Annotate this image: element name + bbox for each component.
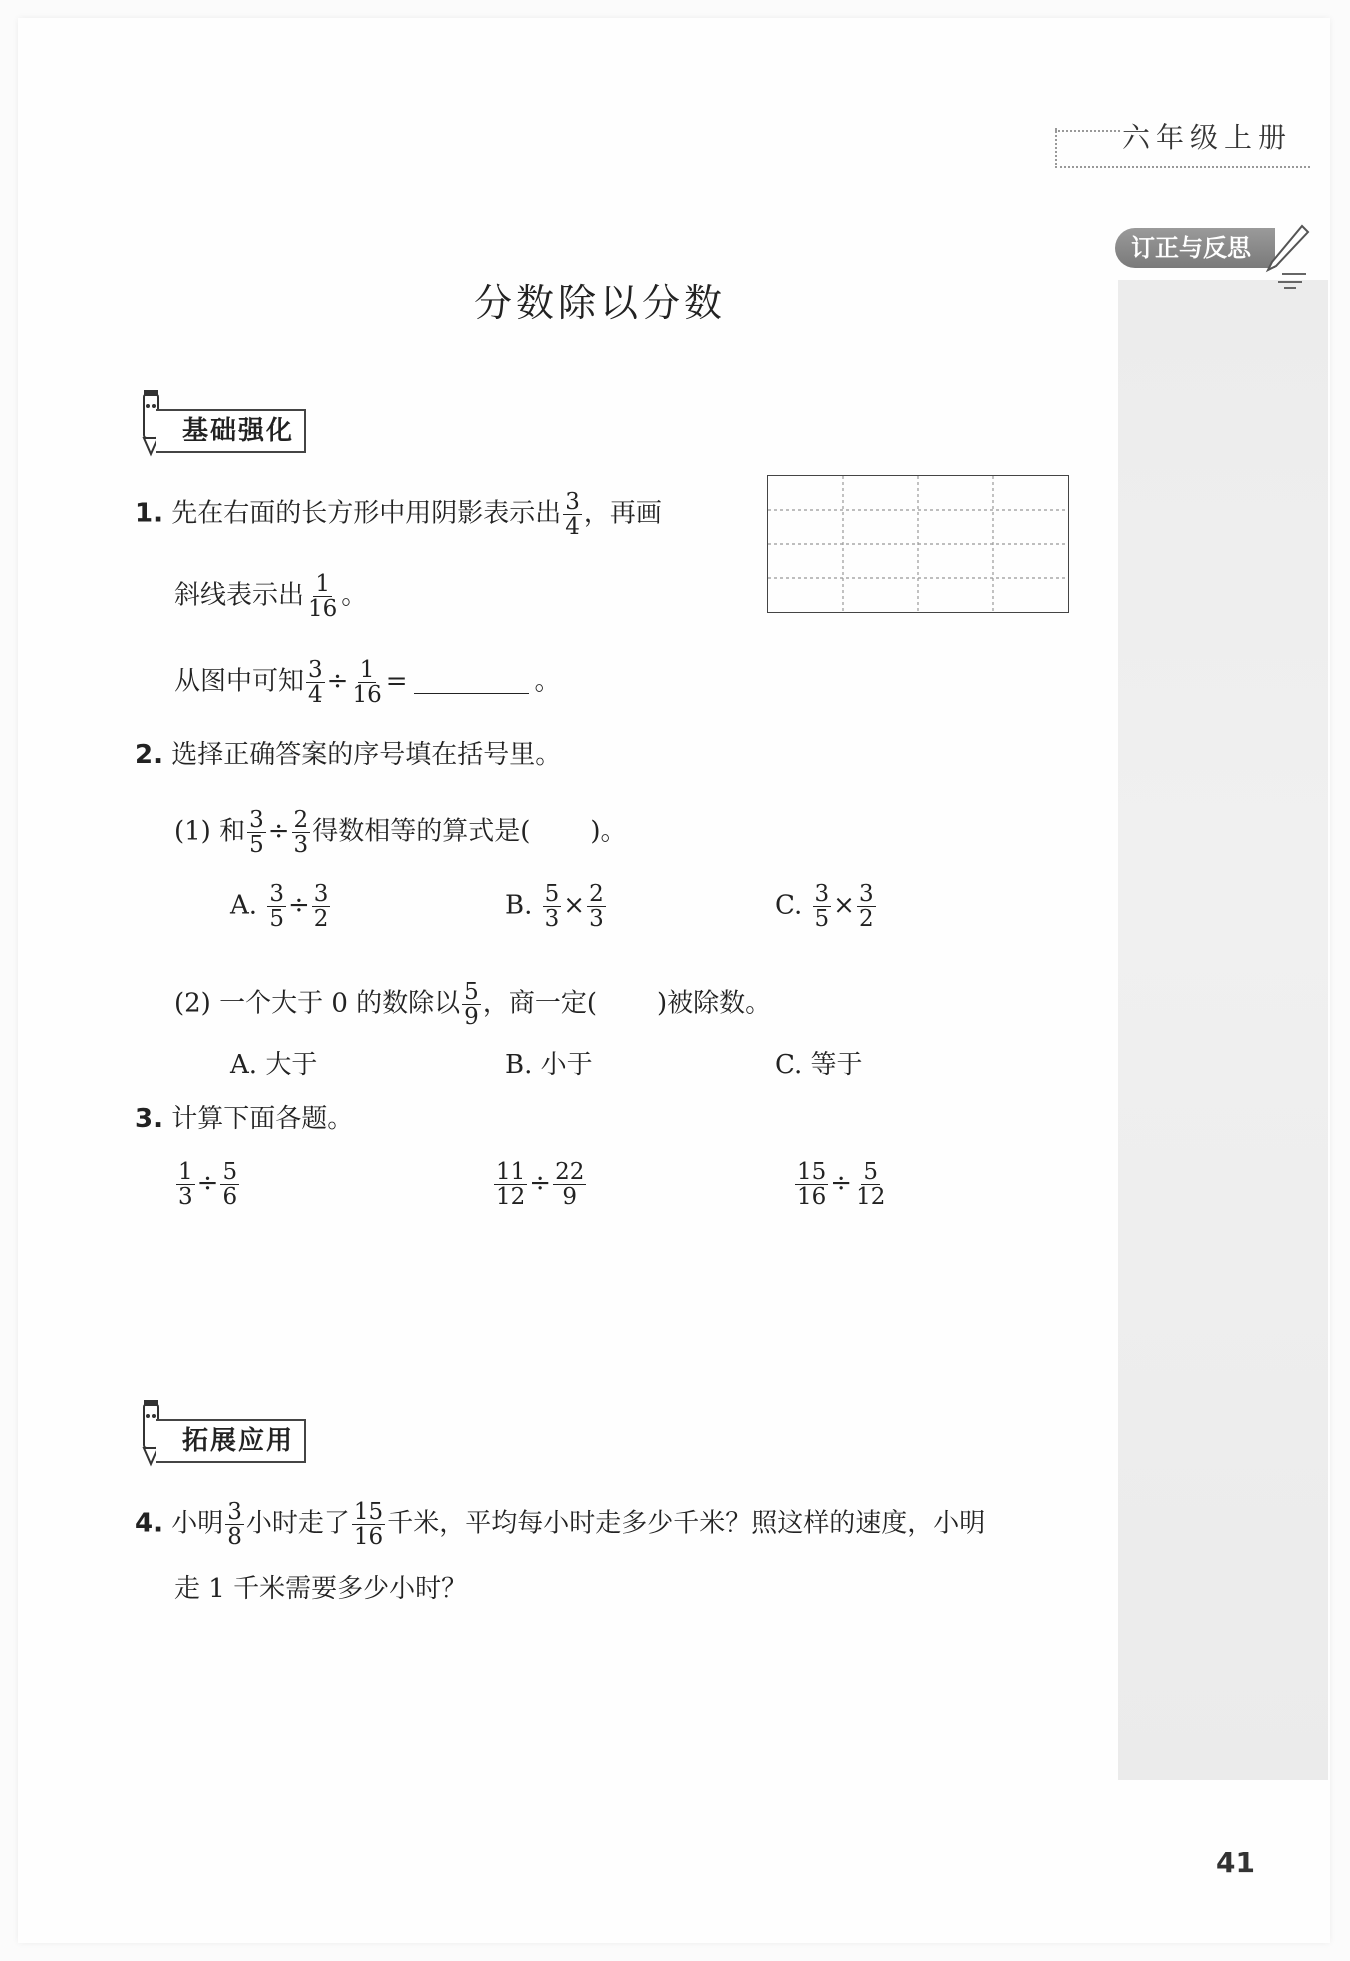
fraction <box>854 1160 887 1209</box>
denominator: 12 <box>856 1184 886 1211</box>
denominator: 2 <box>858 906 874 933</box>
numerator: 3 <box>313 881 329 907</box>
numerator: 5 <box>222 1159 238 1185</box>
fraction <box>543 882 562 931</box>
numerator: 3 <box>814 881 830 907</box>
option-letter: B. <box>505 890 533 921</box>
operator: ÷ <box>196 1168 219 1199</box>
question-text: 选择正确答案的序号填在括号里。 <box>171 740 562 770</box>
numerator: 11 <box>496 1159 526 1185</box>
calc-item-1 <box>174 1160 241 1209</box>
denominator: 5 <box>269 906 284 933</box>
question-text: ，再画 <box>583 498 662 529</box>
denominator: 16 <box>797 1184 827 1211</box>
question-text: 得数相等的算式是( <box>312 816 531 847</box>
option-c[interactable] <box>775 1052 863 1078</box>
calc-item-2 <box>492 1160 588 1209</box>
page-number: 41 <box>1216 1846 1255 1879</box>
fraction <box>225 1500 244 1549</box>
divide-sign: ÷ <box>326 666 349 697</box>
fraction <box>176 1160 195 1209</box>
grade-label: 六年级上册 <box>1122 121 1293 154</box>
fraction <box>247 808 266 857</box>
question-text: 斜线表示出 <box>174 580 305 611</box>
option-a[interactable] <box>230 882 332 931</box>
denominator: 9 <box>464 1004 479 1031</box>
shading-rectangle[interactable] <box>767 475 1069 613</box>
question-text: 。 <box>341 580 368 611</box>
denominator: 16 <box>353 1524 384 1551</box>
question-text: 计算下面各题。 <box>171 1104 354 1134</box>
numerator: 1 <box>359 657 375 683</box>
question-2-sub-1 <box>174 808 627 857</box>
numerator: 1 <box>315 571 330 597</box>
question-text: 小明 <box>171 1508 224 1539</box>
fraction <box>267 882 286 931</box>
option-b[interactable] <box>505 882 608 931</box>
sub-question-label: (2) 一个大于 0 的数除以 <box>174 988 461 1019</box>
option-c[interactable] <box>775 882 878 931</box>
question-number: 1. <box>135 498 163 529</box>
question-number: 3. <box>135 1104 163 1134</box>
denominator: 2 <box>313 906 329 933</box>
pen-icon <box>1262 222 1312 292</box>
question-4-line-1 <box>135 1500 985 1549</box>
question-text: 。 <box>534 666 561 697</box>
fraction <box>563 490 582 539</box>
question-text: ，商一定( <box>482 988 597 1019</box>
denominator: 4 <box>308 682 323 709</box>
fraction <box>306 572 339 621</box>
option-letter: A. <box>230 890 258 921</box>
operator: ÷ <box>830 1168 853 1199</box>
question-text: 小时走了 <box>245 1508 350 1539</box>
numerator: 3 <box>269 881 284 907</box>
question-3 <box>135 1106 353 1132</box>
section-basic: 基础强化 <box>156 409 306 453</box>
operator: × <box>563 890 586 921</box>
question-text: 从图中可知 <box>174 666 305 697</box>
option-letter: A. <box>230 1050 258 1080</box>
denominator: 5 <box>249 832 264 859</box>
page-title: 分数除以分数 <box>473 281 726 325</box>
denominator: 12 <box>496 1184 526 1211</box>
fraction <box>306 658 325 707</box>
operator: × <box>833 890 855 921</box>
numerator: 3 <box>308 657 323 683</box>
question-4-line-2 <box>174 1576 467 1602</box>
fraction <box>795 1160 828 1209</box>
question-1-line-1 <box>135 490 662 539</box>
numerator: 3 <box>858 881 874 907</box>
numerator: 1 <box>178 1159 193 1185</box>
calc-item-3 <box>793 1160 889 1209</box>
denominator: 3 <box>293 832 309 859</box>
option-b[interactable] <box>505 1052 593 1078</box>
denominator: 3 <box>544 906 560 933</box>
numerator: 3 <box>249 807 264 833</box>
option-text: 等于 <box>810 1050 863 1080</box>
numerator: 5 <box>863 1159 879 1185</box>
option-letter: C. <box>775 890 803 921</box>
question-text: 先在右面的长方形中用阴影表示出 <box>171 498 562 529</box>
question-text: )被除数。 <box>656 988 772 1019</box>
fraction <box>587 882 606 931</box>
denominator: 16 <box>308 596 338 623</box>
question-1-line-2 <box>174 572 367 621</box>
section-extend: 拓展应用 <box>156 1419 306 1463</box>
correction-panel <box>1118 280 1328 1780</box>
option-text: 大于 <box>265 1050 318 1080</box>
question-text: )。 <box>590 816 627 847</box>
question-number: 4. <box>135 1508 163 1539</box>
operator: ÷ <box>529 1168 552 1199</box>
numerator: 3 <box>227 1499 242 1525</box>
sub-question-label: (1) 和 <box>174 816 246 847</box>
numerator: 5 <box>544 881 560 907</box>
denominator: 5 <box>814 906 830 933</box>
option-a[interactable] <box>230 1052 317 1078</box>
question-2-sub-2 <box>174 980 771 1029</box>
fraction <box>494 1160 527 1209</box>
question-number: 2. <box>135 740 163 770</box>
fraction <box>312 882 331 931</box>
denominator: 8 <box>227 1524 242 1551</box>
equals-sign: = <box>385 666 408 697</box>
fraction <box>553 1160 586 1209</box>
numerator: 2 <box>293 807 309 833</box>
fraction <box>857 882 876 931</box>
operator: ÷ <box>267 816 290 847</box>
numerator: 15 <box>797 1159 827 1185</box>
rectangle-grid <box>768 476 1068 612</box>
denominator: 9 <box>562 1184 578 1211</box>
operator: ÷ <box>287 890 310 921</box>
fraction <box>220 1160 239 1209</box>
fraction <box>292 808 311 857</box>
denominator: 16 <box>352 682 382 709</box>
denominator: 6 <box>222 1184 238 1211</box>
numerator: 15 <box>353 1499 384 1525</box>
denominator: 3 <box>589 906 604 933</box>
denominator: 3 <box>178 1184 193 1211</box>
denominator: 4 <box>565 514 580 541</box>
question-1-line-3 <box>174 658 561 707</box>
numerator: 22 <box>555 1159 585 1185</box>
option-text: 小于 <box>540 1050 593 1080</box>
option-letter: B. <box>505 1050 533 1080</box>
fraction <box>813 882 832 931</box>
question-2 <box>135 742 561 768</box>
option-letter: C. <box>775 1050 803 1080</box>
numerator: 3 <box>565 489 580 515</box>
fraction <box>352 1500 385 1549</box>
numerator: 2 <box>589 881 604 907</box>
fraction <box>462 980 481 1029</box>
question-text: 走 1 千米需要多少小时？ <box>174 1574 468 1604</box>
question-text: 千米，平均每小时走多少千米？照这样的速度，小明 <box>387 1508 986 1539</box>
answer-blank[interactable] <box>414 693 529 694</box>
numerator: 5 <box>464 979 479 1005</box>
fraction <box>350 658 383 707</box>
correction-tab: 订正与反思 <box>1115 228 1275 268</box>
